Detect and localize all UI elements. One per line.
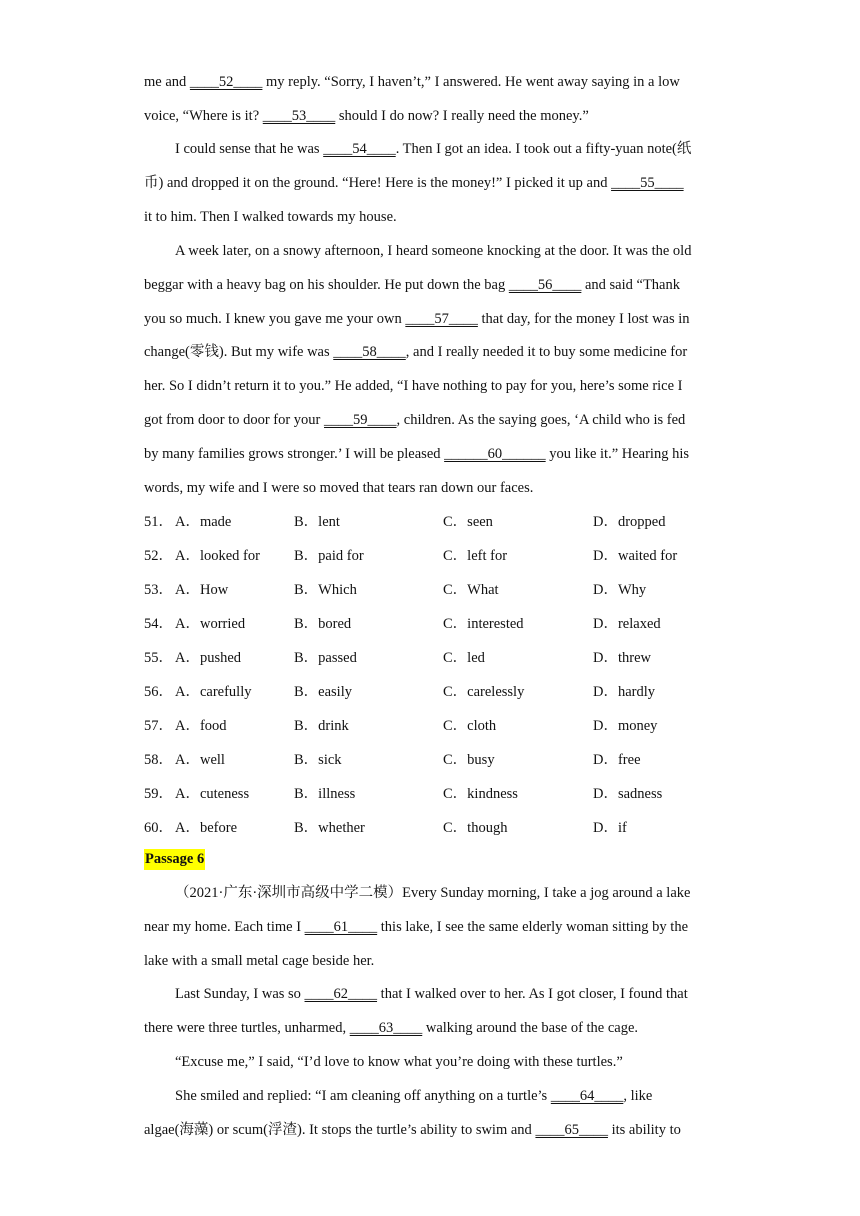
blank-56[interactable]: ____56____ (508, 276, 582, 293)
option-d[interactable]: D．if (593, 820, 627, 836)
option-d[interactable]: D．dropped (593, 514, 666, 530)
blank-59[interactable]: ____59____ (324, 411, 397, 428)
option-a[interactable]: A．looked for (175, 548, 260, 564)
text-line: beggar with a heavy bag on his shoulder. He put down the bag ____56____ and said “Thank (144, 276, 680, 293)
option-d[interactable]: D．Why (593, 582, 647, 598)
question-57-options (144, 716, 744, 736)
option-a[interactable]: A．cuteness (175, 786, 250, 802)
question-53-options (144, 580, 744, 600)
text-line: I could sense that he was ____54____. Then I got an idea. I took out a fifty-yuan note(纸 (175, 141, 692, 157)
blank-52[interactable]: ____52____ (189, 74, 263, 90)
question-number: 59． (144, 786, 173, 802)
blank-57[interactable]: ____57____ (405, 310, 478, 327)
option-b[interactable]: B．illness (294, 786, 356, 802)
blank-61[interactable]: ____61____ (304, 918, 378, 935)
option-b[interactable]: B．whether (294, 820, 365, 836)
option-a[interactable]: A．carefully (175, 684, 252, 700)
option-c[interactable]: C．carelessly (443, 684, 525, 700)
option-c[interactable]: C．interested (443, 616, 524, 632)
option-c[interactable]: C．left for (443, 548, 508, 564)
question-55-options (144, 648, 744, 668)
text-line: it to him. Then I walked towards my house. (144, 208, 397, 225)
text-line: her. So I didn’t return it to you.” He added, “I have nothing to pay for you, here’s some rice I (144, 378, 683, 395)
text-line: （2021·广东·深圳市高级中学二模）Every Sunday morning, I take a jog around a lake (175, 885, 691, 901)
question-59-options (144, 784, 744, 804)
option-c[interactable]: C．led (443, 650, 485, 666)
text-line: “Excuse me,” I said, “I’d love to know what you’re doing with these turtles.” (175, 1054, 623, 1070)
text-line: there were three turtles, unharmed, ____63____ walking around the base of the cage. (144, 1019, 639, 1036)
question-number: 55． (144, 650, 173, 666)
option-d[interactable]: D．hardly (593, 684, 656, 700)
blank-60[interactable]: ______60______ (444, 445, 546, 462)
blank-65[interactable]: ____65____ (535, 1121, 608, 1138)
passage-6-heading: Passage 6 (144, 849, 205, 870)
option-d[interactable]: D．money (593, 718, 658, 734)
option-b[interactable]: B．lent (294, 514, 340, 530)
text-line: words, my wife and I were so moved that tears ran down our faces. (144, 479, 534, 496)
option-a[interactable]: A．before (175, 820, 238, 836)
question-number: 54． (144, 616, 173, 632)
option-c[interactable]: C．seen (443, 514, 493, 530)
paragraph-reply (144, 66, 716, 134)
question-number: 60． (144, 820, 173, 836)
passage-6-paragraph-intro (144, 877, 716, 978)
option-a[interactable]: A．made (175, 514, 232, 530)
text-line: change(零钱). But my wife was ____58____, and I really needed it to buy some medicine for (144, 344, 688, 361)
text-line: She smiled and replied: “I am cleaning off anything on a turtle’s ____64____, like (175, 1088, 653, 1104)
option-a[interactable]: A．well (175, 752, 225, 768)
option-d[interactable]: D．waited for (593, 548, 678, 564)
option-b[interactable]: B．Which (294, 582, 357, 598)
option-a[interactable]: A．pushed (175, 650, 242, 666)
option-a[interactable]: A．worried (175, 616, 246, 632)
text-line: lake with a small metal cage beside her. (144, 952, 375, 969)
option-a[interactable]: A．food (175, 718, 227, 734)
passage-6-paragraph-reply (144, 1080, 716, 1148)
option-c[interactable]: C．busy (443, 752, 495, 768)
blank-58[interactable]: ____58____ (333, 344, 406, 361)
paragraph-idea (144, 133, 716, 234)
option-c[interactable]: C．though (443, 820, 508, 836)
option-c[interactable]: C．cloth (443, 718, 497, 734)
blank-63[interactable]: ____63____ (349, 1019, 423, 1036)
passage-6-paragraph-turtles (144, 978, 716, 1046)
text-line: Last Sunday, I was so ____62____ that I walked over to her. As I got closer, I found that (175, 986, 688, 1002)
text-line: A week later, on a snowy afternoon, I heard someone knocking at the door. It was the old (175, 243, 692, 259)
option-b[interactable]: B．easily (294, 684, 352, 700)
text-line: got from door to door for your ____59____, children. As the saying goes, ‘A child who is fed (144, 411, 686, 428)
text-line: voice, “Where is it? ____53____ should I do now? I really need the money.” (144, 107, 589, 124)
blank-64[interactable]: ____64____ (550, 1088, 624, 1104)
blank-62[interactable]: ____62____ (304, 986, 378, 1002)
option-d[interactable]: D．free (593, 752, 641, 768)
option-d[interactable]: D．sadness (593, 786, 663, 802)
question-56-options (144, 682, 744, 702)
question-52-options (144, 546, 744, 566)
text-line: by many families grows stronger.’ I will be pleased ______60______ you like it.” Hearing his (144, 445, 689, 462)
option-d[interactable]: D．threw (593, 650, 651, 666)
blank-53[interactable]: ____53____ (262, 107, 336, 124)
text-line: near my home. Each time I ____61____ this lake, I see the same elderly woman sitting by the (144, 918, 689, 935)
paragraph-week-later (144, 235, 716, 505)
text-line: algae(海藻) or scum(浮渣). It stops the turtle’s ability to swim and ____65____ its ability to (144, 1121, 681, 1138)
option-c[interactable]: C．What (443, 582, 499, 598)
question-51-options (144, 512, 744, 532)
question-number: 56． (144, 684, 173, 700)
question-number: 52． (144, 548, 173, 564)
passage-6-paragraph-excuse (144, 1046, 716, 1080)
option-b[interactable]: B．passed (294, 650, 357, 666)
text-line: me and ____52____ my reply. “Sorry, I haven’t,” I answered. He went away saying in a low (144, 74, 680, 90)
text-line: 币) and dropped it on the ground. “Here! Here is the money!” I picked it up and ____55____ (144, 174, 684, 191)
question-58-options (144, 750, 744, 770)
question-60-options (144, 818, 744, 838)
option-c[interactable]: C．kindness (443, 786, 518, 802)
option-b[interactable]: B．bored (294, 616, 352, 632)
option-a[interactable]: A．How (175, 582, 229, 598)
option-d[interactable]: D．relaxed (593, 616, 661, 632)
question-number: 58． (144, 752, 173, 768)
option-b[interactable]: B．drink (294, 718, 349, 734)
question-number: 53． (144, 582, 173, 598)
blank-54[interactable]: ____54____ (323, 141, 396, 157)
question-54-options (144, 614, 744, 634)
question-number: 57． (144, 718, 173, 734)
text-line: you so much. I knew you gave me your own ____57____ that day, for the money I lost was in (144, 310, 690, 327)
question-number: 51． (144, 514, 173, 530)
option-b[interactable]: B．paid for (294, 548, 364, 564)
blank-55[interactable]: ____55____ (611, 174, 684, 191)
option-b[interactable]: B．sick (294, 752, 342, 768)
